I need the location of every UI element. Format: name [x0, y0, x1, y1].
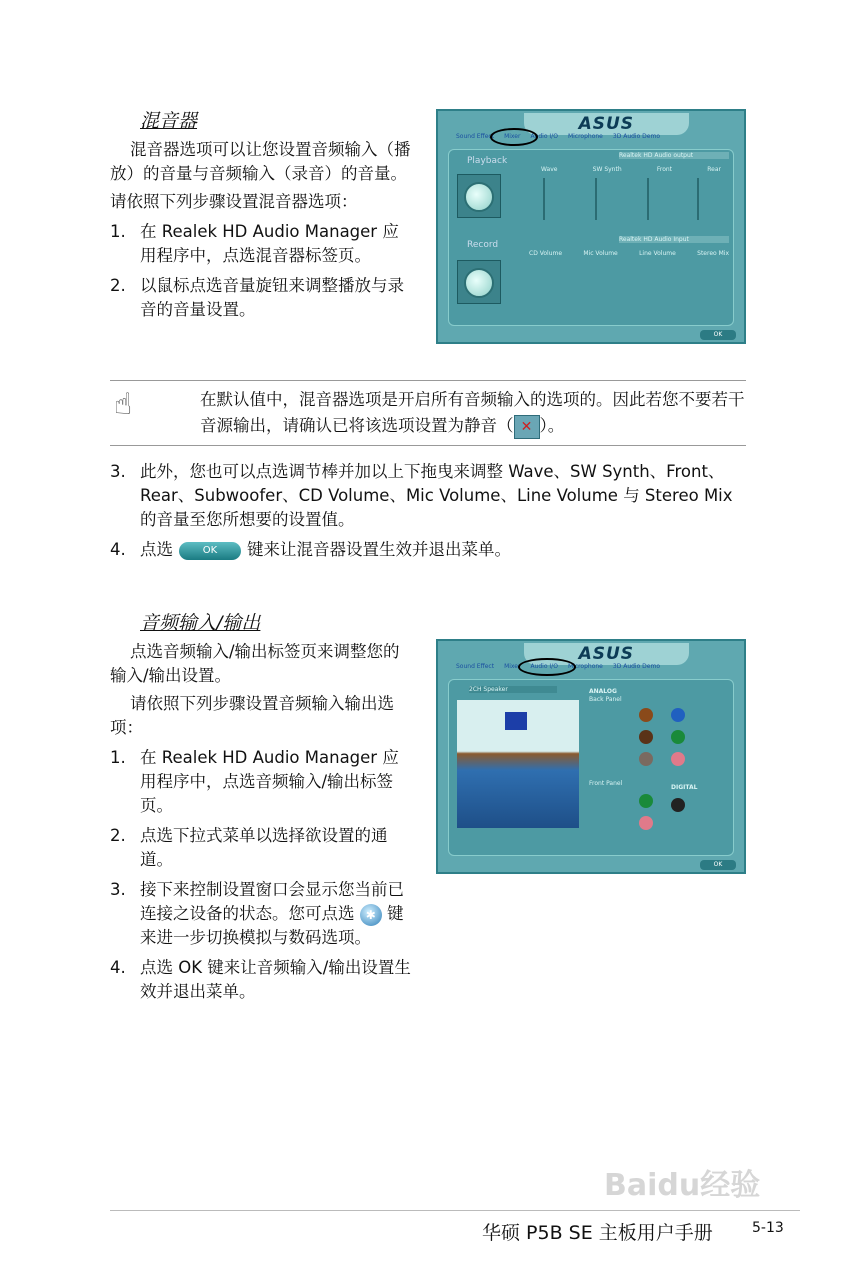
ok-button: OK [700, 860, 736, 870]
footer-divider [110, 1210, 800, 1211]
hand-pointer-icon: ☝ [114, 387, 133, 422]
audio-io-step: 3. 接下来控制设置窗口会显示您当前已连接之设备的状态。您可点选 ✱ 键来进一步切换模拟与数码选项。 [110, 880, 404, 947]
ok-button: OK [700, 330, 736, 340]
page-number: 5-13 [752, 1220, 784, 1236]
asus-logo: ASUS [524, 643, 689, 665]
audio-io-intro: 点选音频输入/输出标签页来调整您的输入/输出设置。 [110, 642, 400, 685]
mixer-intro: 混音器选项可以让您设置音频输入（播放）的音量与音频输入（录音）的音量。 [110, 140, 411, 183]
back-panel-label: Back Panel [589, 696, 622, 703]
front-panel-label: Front Panel [589, 780, 623, 787]
tab-audio-io: Audio I/O [530, 133, 558, 140]
mixer-step-3: 3. 此外，您也可以点选调节棒并加以上下拖曳来调整 Wave、SW Synth、Front、Rear、Subwoofer、CD Volume、Mic Volume、Line Volume 与 Stereo Mix 的音量至您所想要的设置值。 [110, 462, 733, 529]
playback-label: Playback [467, 156, 508, 166]
note-box: ☝ 在默认值中，混音器选项是开启所有音频输入的选项的。因此若您不要若干音源输出，请确认已将该选项设置为静音（ ✕ ）。 [110, 380, 746, 446]
footer-title: 华硕 P5B SE 主板用户手册 [482, 1222, 713, 1244]
analog-label: ANALOG [589, 688, 617, 695]
audio-io-step: 2. 点选下拉式菜单以选择欲设置的通道。 [110, 826, 388, 869]
playback-device-select: Realtek HD Audio output [619, 152, 729, 159]
tab-microphone: Microphone [567, 663, 603, 670]
asus-logo: ASUS [524, 113, 689, 135]
switch-icon: ✱ [360, 904, 382, 926]
tab-3d-audio-demo: 3D Audio Demo [612, 663, 661, 670]
watermark: Baidu经验 [604, 1168, 761, 1203]
mixer-screenshot: ASUS Sound Effect Mixer Audio I/O Microphone 3D Audio Demo Playback Wave SW Synth Front Rear Realtek HD Audio output Record Realtek HD Audio Input CD Volume Mic Volume Line Volume Stereo Mix OK [436, 109, 746, 344]
room-illustration [457, 700, 579, 828]
tab-sound-effect: Sound Effect [456, 663, 495, 670]
mixer-step: 1. 在 Realek HD Audio Manager 应用程序中，点选混音器标签页。 [110, 222, 399, 265]
tab-mixer: Mixer [504, 663, 521, 670]
digital-label: DIGITAL [671, 784, 698, 791]
speaker-select: 2CH Speaker [469, 686, 557, 693]
audio-io-step: 1. 在 Realek HD Audio Manager 应用程序中，点选音频输入/输出标签页。 [110, 748, 399, 815]
audio-io-screenshot [436, 639, 746, 874]
mixer-step: 2. 以鼠标点选音量旋钮来调整播放与录音的音量设置。 [110, 276, 404, 319]
ok-button-icon: OK [179, 542, 241, 560]
tab-sound-effect: Sound Effect [456, 133, 495, 140]
tab-mixer: Mixer [504, 133, 521, 140]
mixer-steps-intro: 请依照下列步骤设置混音器选项： [110, 192, 358, 211]
highlight-oval [518, 658, 576, 676]
audio-io-steps-intro: 请依照下列步骤设置音频输入输出选项： [110, 694, 394, 737]
highlight-oval [490, 128, 538, 146]
playback-knob [464, 182, 494, 212]
audio-io-heading: 音频输入/输出 [140, 612, 261, 634]
note-text: 在默认值中，混音器选项是开启所有音频输入的选项的。因此若您不要若干音源输出，请确认已将该选项设置为静音（ [200, 390, 745, 435]
tab-audio-io: Audio I/O [530, 663, 558, 670]
audio-io-step: 4. 点选 OK 键来让音频输入/输出设置生效并退出菜单。 [110, 958, 411, 1001]
tab-3d-audio-demo: 3D Audio Demo [612, 133, 661, 140]
mixer-step-4: 4. 点选 OK 键来让混音器设置生效并退出菜单。 [110, 540, 511, 559]
mixer-heading: 混音器 [140, 110, 198, 132]
record-knob [464, 268, 494, 298]
record-label: Record [467, 240, 499, 250]
mute-icon: ✕ [514, 415, 540, 439]
tab-microphone: Microphone [567, 133, 603, 140]
record-device-select: Realtek HD Audio Input [619, 236, 729, 243]
